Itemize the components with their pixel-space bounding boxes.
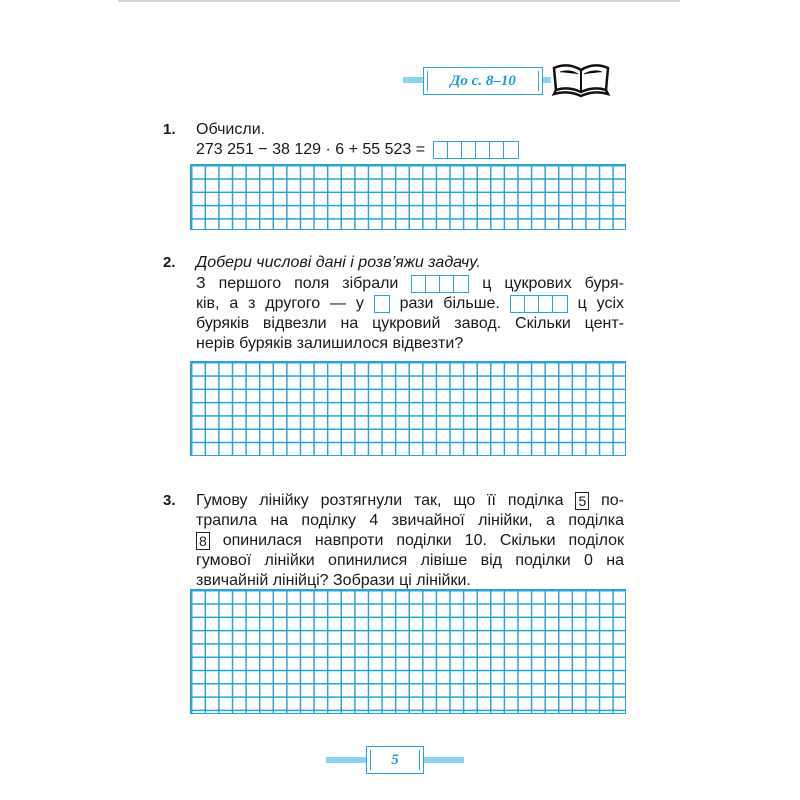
banner-bar-left [403, 77, 423, 83]
task-3-body [196, 491, 624, 591]
task-3-number: 3. [163, 492, 176, 509]
task-1-instruction: Обчисли. [196, 121, 266, 138]
mark-8-box: 8 [196, 532, 210, 550]
task-3-line-2: трапила на поділку 4 звичайної лінійки, а поділка [196, 512, 624, 529]
task-2-grid[interactable] [190, 361, 626, 456]
task-1-answer-cells[interactable] [433, 141, 519, 159]
task-3-line-4: гумової лінійки опинилися лівіше від поділки 0 на [196, 552, 624, 569]
section-ref-banner [423, 67, 543, 95]
mark-5-box: 5 [575, 492, 589, 510]
page-number: 5 [391, 751, 399, 768]
task-1-expression-line [196, 140, 519, 160]
task-2-line-2: ків, а з другого — у рази більше. ц усіх [196, 295, 625, 312]
task-2-line-3: буряків відвезли на цукровий завод. Скільки цент- [196, 315, 624, 332]
task-2-line-4: нерів буряків залишилося відвезти? [196, 335, 464, 352]
task-2-number: 2. [163, 254, 176, 271]
task-1-expression: 273 251 − 38 129 · 6 + 55 523 = [196, 141, 426, 158]
task-2-line-1: З першого поля зібрали ц цукрових буря- [196, 275, 625, 292]
task-3-line-3: 8 опинилася навпроти поділки 10. Скільки поділок [196, 531, 624, 551]
footer-bar-right [424, 757, 464, 763]
task-3-grid[interactable] [190, 589, 626, 714]
task-3-line-5: звичайній лінійці? Зобрази ці лінійки. [196, 572, 471, 589]
task-1-number: 1. [163, 121, 176, 138]
task-2-cells-c[interactable] [510, 295, 568, 313]
top-rule [118, 0, 680, 2]
task-3-line-1: Гумову лінійку розтягнули так, що її поділка 5 по- [196, 492, 624, 509]
page-number-box [366, 746, 424, 774]
open-book-icon [550, 60, 612, 100]
section-ref: До с. 8–10 [450, 72, 516, 89]
task-1-grid[interactable] [190, 164, 626, 230]
task-2-cells-a[interactable] [411, 275, 469, 293]
footer-bar-left [326, 757, 366, 763]
task-2-cells-b[interactable] [374, 295, 390, 313]
task-2-body [196, 274, 624, 354]
task-2-instruction: Добери числові дані і розв’яжи задачу. [196, 254, 481, 271]
